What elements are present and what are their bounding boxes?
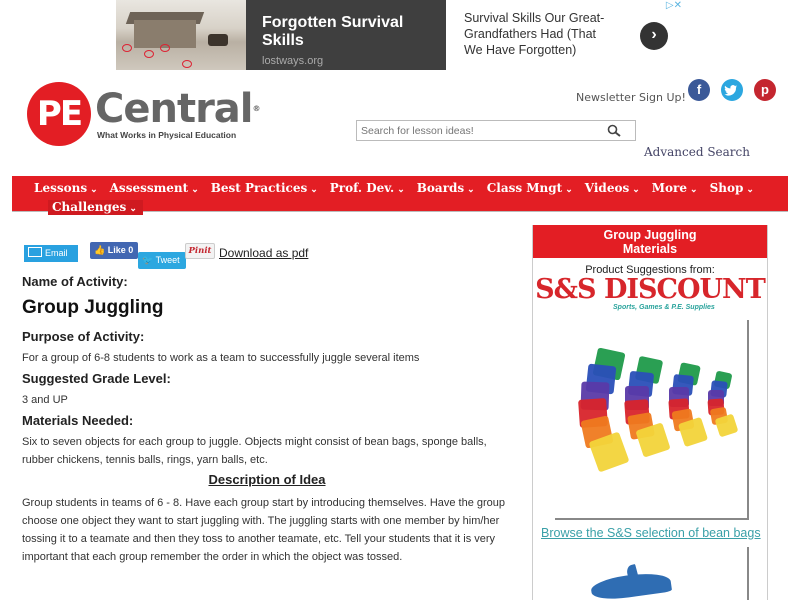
- ad-title[interactable]: Forgotten Survival Skills: [262, 14, 404, 49]
- chevron-down-icon: ⌄: [397, 185, 405, 195]
- name-of-activity-label: Name of Activity:: [22, 274, 128, 289]
- pin-it-button[interactable]: Pinit: [185, 243, 215, 259]
- description-text: Group students in teams of 6 - 8. Have each group start by introducing themselves. Have the group choose one object they want to start juggling with. The juggling starts with one member by him/her tossing it to a teamate and then they toss to another teamate, etc. Tell your students that it is very important that each group remember the order in which the object was tossed.: [22, 497, 506, 563]
- logo-name: [95, 85, 260, 132]
- product-suggestions-label: Product Suggestions from:: [585, 264, 715, 276]
- twitter-bird-icon: 🐦: [142, 255, 154, 265]
- tweet-label: Tweet: [155, 255, 180, 265]
- ad-image-marker: [160, 44, 170, 52]
- nav-row: [34, 181, 754, 195]
- materials-label: Materials Needed:: [22, 413, 134, 428]
- main-nav: [12, 176, 788, 212]
- chevron-down-icon: ⌄: [690, 185, 698, 195]
- pinterest-icon[interactable]: p: [754, 79, 776, 101]
- ad-description-block[interactable]: [446, 0, 686, 70]
- purpose-label: Purpose of Activity:: [22, 329, 145, 344]
- site-logo[interactable]: [27, 82, 260, 146]
- ad-choices-icon[interactable]: ▷✕: [665, 0, 682, 11]
- nav-item-challenges[interactable]: [48, 200, 143, 215]
- chevron-down-icon: ⌄: [746, 185, 754, 195]
- bean-bags-product-image[interactable]: [555, 320, 749, 520]
- sidebar-heading-line2: Materials: [622, 242, 678, 256]
- nav-item-assessment[interactable]: [110, 181, 199, 195]
- twitter-bird-icon: [721, 79, 743, 101]
- nav-label: Shop: [709, 181, 744, 195]
- nav-label: Class Mngt: [486, 181, 563, 195]
- chevron-down-icon: ⌄: [90, 185, 98, 195]
- logo-pe-circle: PE: [27, 82, 91, 146]
- nav-item-more[interactable]: [652, 181, 698, 195]
- search-input[interactable]: [357, 122, 597, 141]
- search-icon[interactable]: [607, 124, 621, 138]
- download-pdf-link[interactable]: Download as pdf: [219, 246, 309, 260]
- registered-mark: ®: [252, 103, 260, 113]
- nav-label: Lessons: [34, 181, 88, 195]
- like-label: Like 0: [107, 245, 134, 255]
- nav-label: Videos: [584, 181, 630, 195]
- thumbs-up-icon: 👍: [94, 245, 106, 255]
- facebook-like-button[interactable]: [90, 242, 138, 259]
- ss-brand: S&S DISCOUNT: [535, 274, 765, 305]
- materials-text: Six to seven objects for each group to juggle. Objects might consist of bean bags, sponge balls, rubber chickens, tennis balls, rings, yarn balls, etc.: [22, 436, 487, 466]
- purpose-text: For a group of 6-8 students to work as a team to successfully juggle several items: [22, 352, 420, 364]
- twitter-icon[interactable]: [721, 79, 743, 101]
- nav-label: Assessment: [109, 181, 189, 195]
- ad-description: Survival Skills Our Great-Grandfathers Had (That We Have Forgotten): [464, 11, 605, 57]
- ad-image-marker: [144, 50, 154, 58]
- nav-item-boards[interactable]: [417, 181, 475, 195]
- chevron-down-icon: ⌄: [467, 185, 475, 195]
- ad-title-block[interactable]: [246, 0, 446, 70]
- ad-image[interactable]: [116, 0, 246, 70]
- dolphin-body: [590, 570, 672, 600]
- sidebar-materials: [532, 225, 768, 600]
- ad-banner[interactable]: [116, 0, 686, 70]
- grade-level-label: Suggested Grade Level:: [22, 371, 171, 386]
- nav-label: Challenges: [52, 200, 127, 214]
- newsletter-signup-link[interactable]: Newsletter Sign Up!: [576, 91, 686, 104]
- ad-url: lostways.org: [262, 55, 324, 67]
- sidebar-heading-line1: Group Juggling: [603, 228, 697, 242]
- logo-name-text: Central: [95, 85, 253, 132]
- description-heading: Description of Idea: [208, 472, 326, 487]
- logo-tagline: What Works in Physical Education: [97, 129, 237, 140]
- activity-title: Group Juggling: [22, 297, 164, 318]
- nav-item-prof-dev[interactable]: [330, 181, 405, 195]
- advanced-search-link[interactable]: Advanced Search: [644, 145, 750, 159]
- dolphin-product-image[interactable]: [555, 547, 749, 600]
- nav-item-best-practices[interactable]: [211, 181, 318, 195]
- chevron-down-icon: ⌄: [129, 204, 137, 214]
- article-content: [22, 274, 512, 566]
- bean-bag: [715, 414, 739, 438]
- nav-label: Prof. Dev.: [329, 181, 395, 195]
- ad-image-marker: [182, 60, 192, 68]
- ad-image-marker: [122, 44, 132, 52]
- ss-tagline: Sports, Games & P.E. Supplies: [613, 304, 715, 311]
- chevron-down-icon: ⌄: [310, 185, 318, 195]
- search-box[interactable]: [356, 120, 636, 141]
- email-share-button[interactable]: [24, 245, 78, 262]
- chevron-down-icon: ⌄: [565, 185, 573, 195]
- chevron-down-icon: ⌄: [632, 185, 640, 195]
- facebook-icon[interactable]: f: [688, 79, 710, 101]
- nav-item-lessons[interactable]: [34, 181, 98, 195]
- email-label: Email: [45, 248, 68, 258]
- nav-item-videos[interactable]: [585, 181, 640, 195]
- ad-arrow-button[interactable]: ›: [640, 22, 668, 50]
- chevron-down-icon: ⌄: [191, 185, 199, 195]
- nav-item-shop[interactable]: [710, 181, 754, 195]
- sidebar-heading: [533, 225, 767, 258]
- ss-discount-logo[interactable]: [533, 274, 767, 319]
- tweet-button[interactable]: [138, 252, 186, 269]
- grade-level-text: 3 and UP: [22, 394, 68, 406]
- nav-item-class-mngt[interactable]: [487, 181, 573, 195]
- logo-text: [95, 85, 260, 140]
- ad-image-horse: [208, 34, 228, 46]
- nav-label: Boards: [416, 181, 465, 195]
- nav-label: Best Practices: [210, 181, 308, 195]
- envelope-icon: [28, 247, 42, 257]
- nav-label: More: [651, 181, 688, 195]
- browse-bean-bags-link[interactable]: Browse the S&S selection of bean bags: [541, 526, 761, 540]
